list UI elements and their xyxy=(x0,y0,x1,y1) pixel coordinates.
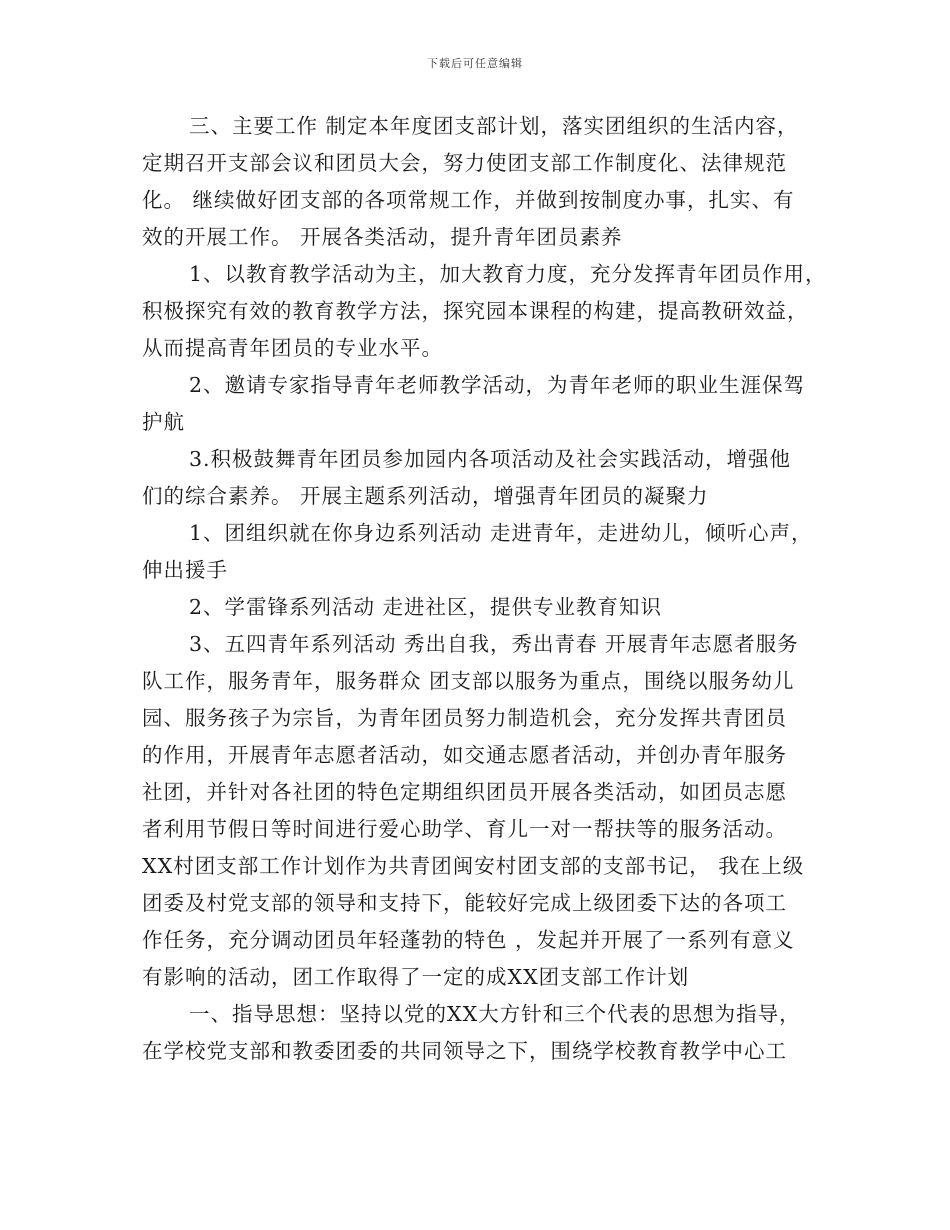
text-line: 伸出援手 xyxy=(142,558,228,582)
text-line: 的作用，开展青年志愿者活动，如交通志愿者活动，并创办青年服务 xyxy=(142,743,787,767)
text-line: 园、服务孩子为宗旨，为青年团员努力制造机会，充分发挥共青团员 xyxy=(142,706,787,730)
text-line: 3.积极鼓舞青年团员参加园内各项活动及社会实践活动，增强他 xyxy=(189,447,792,471)
page-header: 下载后可任意编辑 xyxy=(427,57,523,70)
text-line: 2、学雷锋系列活动 走进社区，提供专业教育知识 xyxy=(189,595,663,619)
text-line: 们的综合素养。 开展主题系列活动，增强青年团员的凝聚力 xyxy=(142,484,709,508)
text-line: 在学校党支部和教委团委的共同领导之下，围绕学校教育教学中心工 xyxy=(142,1039,787,1063)
text-line: 化。 继续做好团支部的各项常规工作，并做到按制度办事，扎实、有 xyxy=(142,188,795,212)
text-line: 一、指导思想：坚持以党的XX大方针和三个代表的思想为指导， xyxy=(189,1002,801,1026)
text-line: 三、主要工作 制定本年度团支部计划，落实团组织的生活内容， xyxy=(189,114,799,138)
text-line: 1、团组织就在你身边系列活动 走进青年，走进幼儿，倾听心声， xyxy=(189,521,813,545)
text-line: 队工作，服务青年，服务群众 团支部以服务为重点，围绕以服务幼儿 xyxy=(142,669,795,693)
text-line: 护航 xyxy=(142,410,185,434)
text-line: 3、五四青年系列活动 秀出自我，秀出青春 开展青年志愿者服务 xyxy=(189,632,799,656)
text-line: 社团，并针对各社团的特色定期组织团员开展各类活动，如团员志愿 xyxy=(142,780,787,804)
text-line: 从而提高青年团员的专业水平。 xyxy=(142,336,443,360)
text-line: 积极探究有效的教育教学方法，探究园本课程的构建，提高教研效益， xyxy=(142,299,809,323)
text-line: 者利用节假日等时间进行爱心助学、育儿一对一帮扶等的服务活动。 xyxy=(142,817,787,841)
text-line: 2、邀请专家指导青年老师教学活动，为青年老师的职业生涯保驾 xyxy=(189,373,806,397)
text-line: 效的开展工作。 开展各类活动，提升青年团员素养 xyxy=(142,225,623,249)
text-line: 定期召开支部会议和团员大会，努力使团支部工作制度化、法律规范 xyxy=(142,151,787,175)
text-line: XX村团支部工作计划作为共青团闽安村团支部的支部书记， 我在上级 xyxy=(142,854,805,878)
document-body xyxy=(142,108,827,1070)
text-line: 团委及村党支部的领导和支持下，能较好完成上级团委下达的各项工 xyxy=(142,891,787,915)
text-line: 有影响的活动，团工作取得了一定的成XX团支部工作计划 xyxy=(142,965,690,989)
text-line: 作任务，充分调动团员年轻蓬勃的特色 ，发起并开展了一系列有意义 xyxy=(142,928,795,952)
text-line: 1、以教育教学活动为主，加大教育力度，充分发挥青年团员作用， xyxy=(189,262,827,286)
